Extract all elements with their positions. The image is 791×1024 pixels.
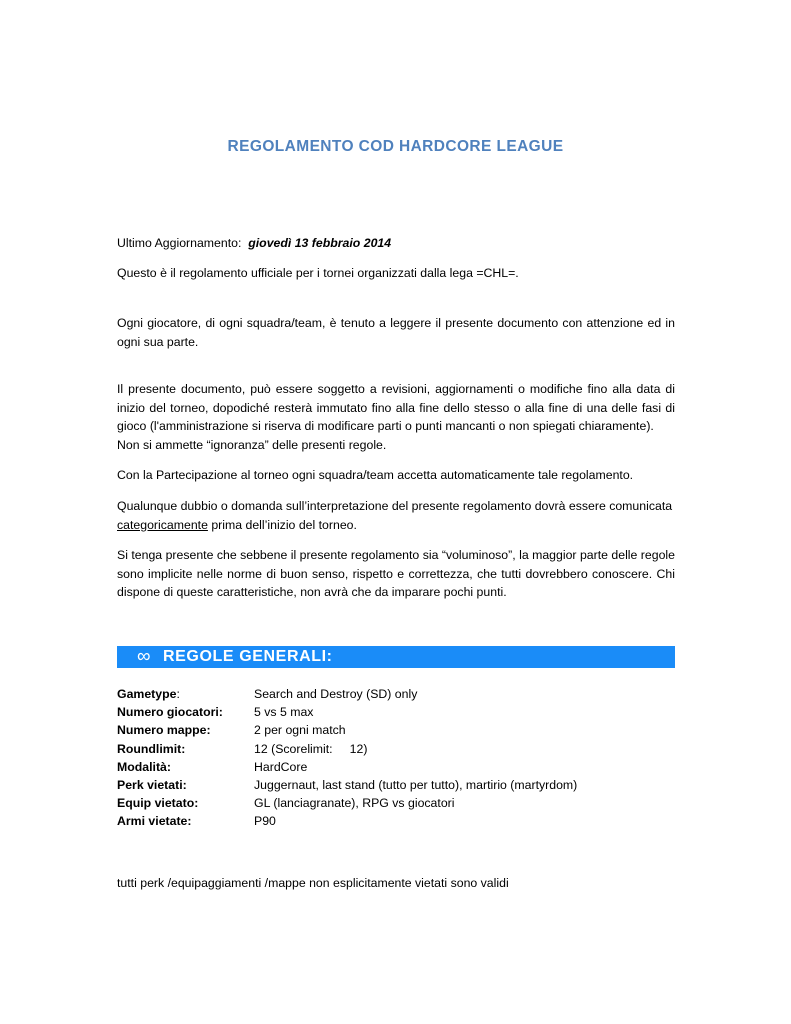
rule-row-gametype [117, 685, 675, 703]
revision-text: Il presente documento, può essere soggetto a revisioni, aggiornamenti o modifiche fino alla data di inizio del torneo, dopodiché resterà immutato fino alla fine dello stesso o alla fine di una delle fasi di gioco (l'amministrazione si riserva di modificare parti o punti mancanti o non spiegati chiaramente). [117, 382, 675, 434]
participation-paragraph: Con la Partecipazione al torneo ogni squadra/team accetta automaticamente tale regolamento. [117, 468, 634, 482]
questions-text: Qualunque dubbio o domanda sull’interpretazione del presente regolamento dovrà essere comunicata [117, 499, 673, 513]
ignorance-text: Non si ammette “ignoranza” delle presenti regole. [117, 437, 387, 452]
rule-row-mappe [117, 721, 675, 739]
rule-row-giocatori [117, 703, 675, 721]
footer-note: tutti perk /equipaggiamenti /mappe non esplicitamente vietati sono validi [117, 876, 509, 890]
rule-value-equip: GL (lanciagranate), RPG vs giocatori [254, 796, 455, 811]
rule-value-armi: P90 [254, 814, 276, 829]
rule-key-modalita: Modalità: [117, 759, 171, 774]
rule-key-mappe: Numero mappe: [117, 723, 211, 738]
rule-value-giocatori: 5 vs 5 max [254, 705, 314, 720]
rules-list [117, 685, 675, 831]
rule-value-gametype: Search and Destroy (SD) only [254, 687, 418, 701]
section-header-label: REGOLE GENERALI: [163, 648, 333, 665]
infinity-icon: ∞ [137, 646, 151, 667]
rule-key-equip: Equip vietato: [117, 796, 199, 811]
section-header-regole-generali [117, 646, 675, 668]
rule-row-modalita [117, 758, 675, 776]
questions-text-end: prima dell’inizio del torneo. [207, 517, 357, 532]
rule-row-armi [117, 812, 675, 830]
rule-value-mappe: 2 per ogni match [254, 723, 346, 738]
revision-paragraph [117, 380, 675, 454]
rule-key-gametype: Gametype [117, 687, 177, 701]
common-sense-paragraph: Si tenga presente che sebbene il presente regolamento sia “voluminoso”, la maggior parte delle regole sono implicite nelle norme di buon senso, rispetto e correttezza, che tutti dovrebbero conoscere. Chi dispone di queste caratteristiche, non avrà che da imparare pochi punti. [117, 548, 675, 600]
categoricamente-underlined: categoricamente [117, 517, 208, 532]
rule-key-armi: Armi vietate: [117, 814, 192, 829]
intro-paragraph: Questo è il regolamento ufficiale per i tornei organizzati dalla lega =CHL=. [117, 266, 519, 280]
document-title: REGOLAMENTO COD HARDCORE LEAGUE [227, 138, 564, 155]
reading-paragraph: Ogni giocatore, di ogni squadra/team, è tenuto a leggere il presente documento con attenzione ed in ogni sua parte. [117, 316, 675, 349]
rule-value-modalita: HardCore [254, 759, 308, 774]
rule-row-roundlimit [117, 740, 675, 758]
rule-key-colon: : [176, 687, 180, 701]
rule-value-roundlimit: 12 (Scorelimit: 12) [254, 741, 368, 756]
questions-paragraph [117, 497, 675, 534]
last-update-date: giovedì 13 febbraio 2014 [248, 236, 392, 250]
rule-value-perk: Juggernaut, last stand (tutto per tutto), martirio (martyrdom) [254, 777, 578, 792]
rule-key-perk: Perk vietati: [117, 777, 187, 792]
rule-key-roundlimit: Roundlimit: [117, 741, 186, 756]
rule-row-perk [117, 776, 675, 794]
last-update-line [117, 234, 675, 253]
rule-row-equip [117, 794, 675, 812]
rule-key-giocatori: Numero giocatori: [117, 705, 223, 720]
last-update-label: Ultimo Aggiornamento: [117, 236, 242, 250]
